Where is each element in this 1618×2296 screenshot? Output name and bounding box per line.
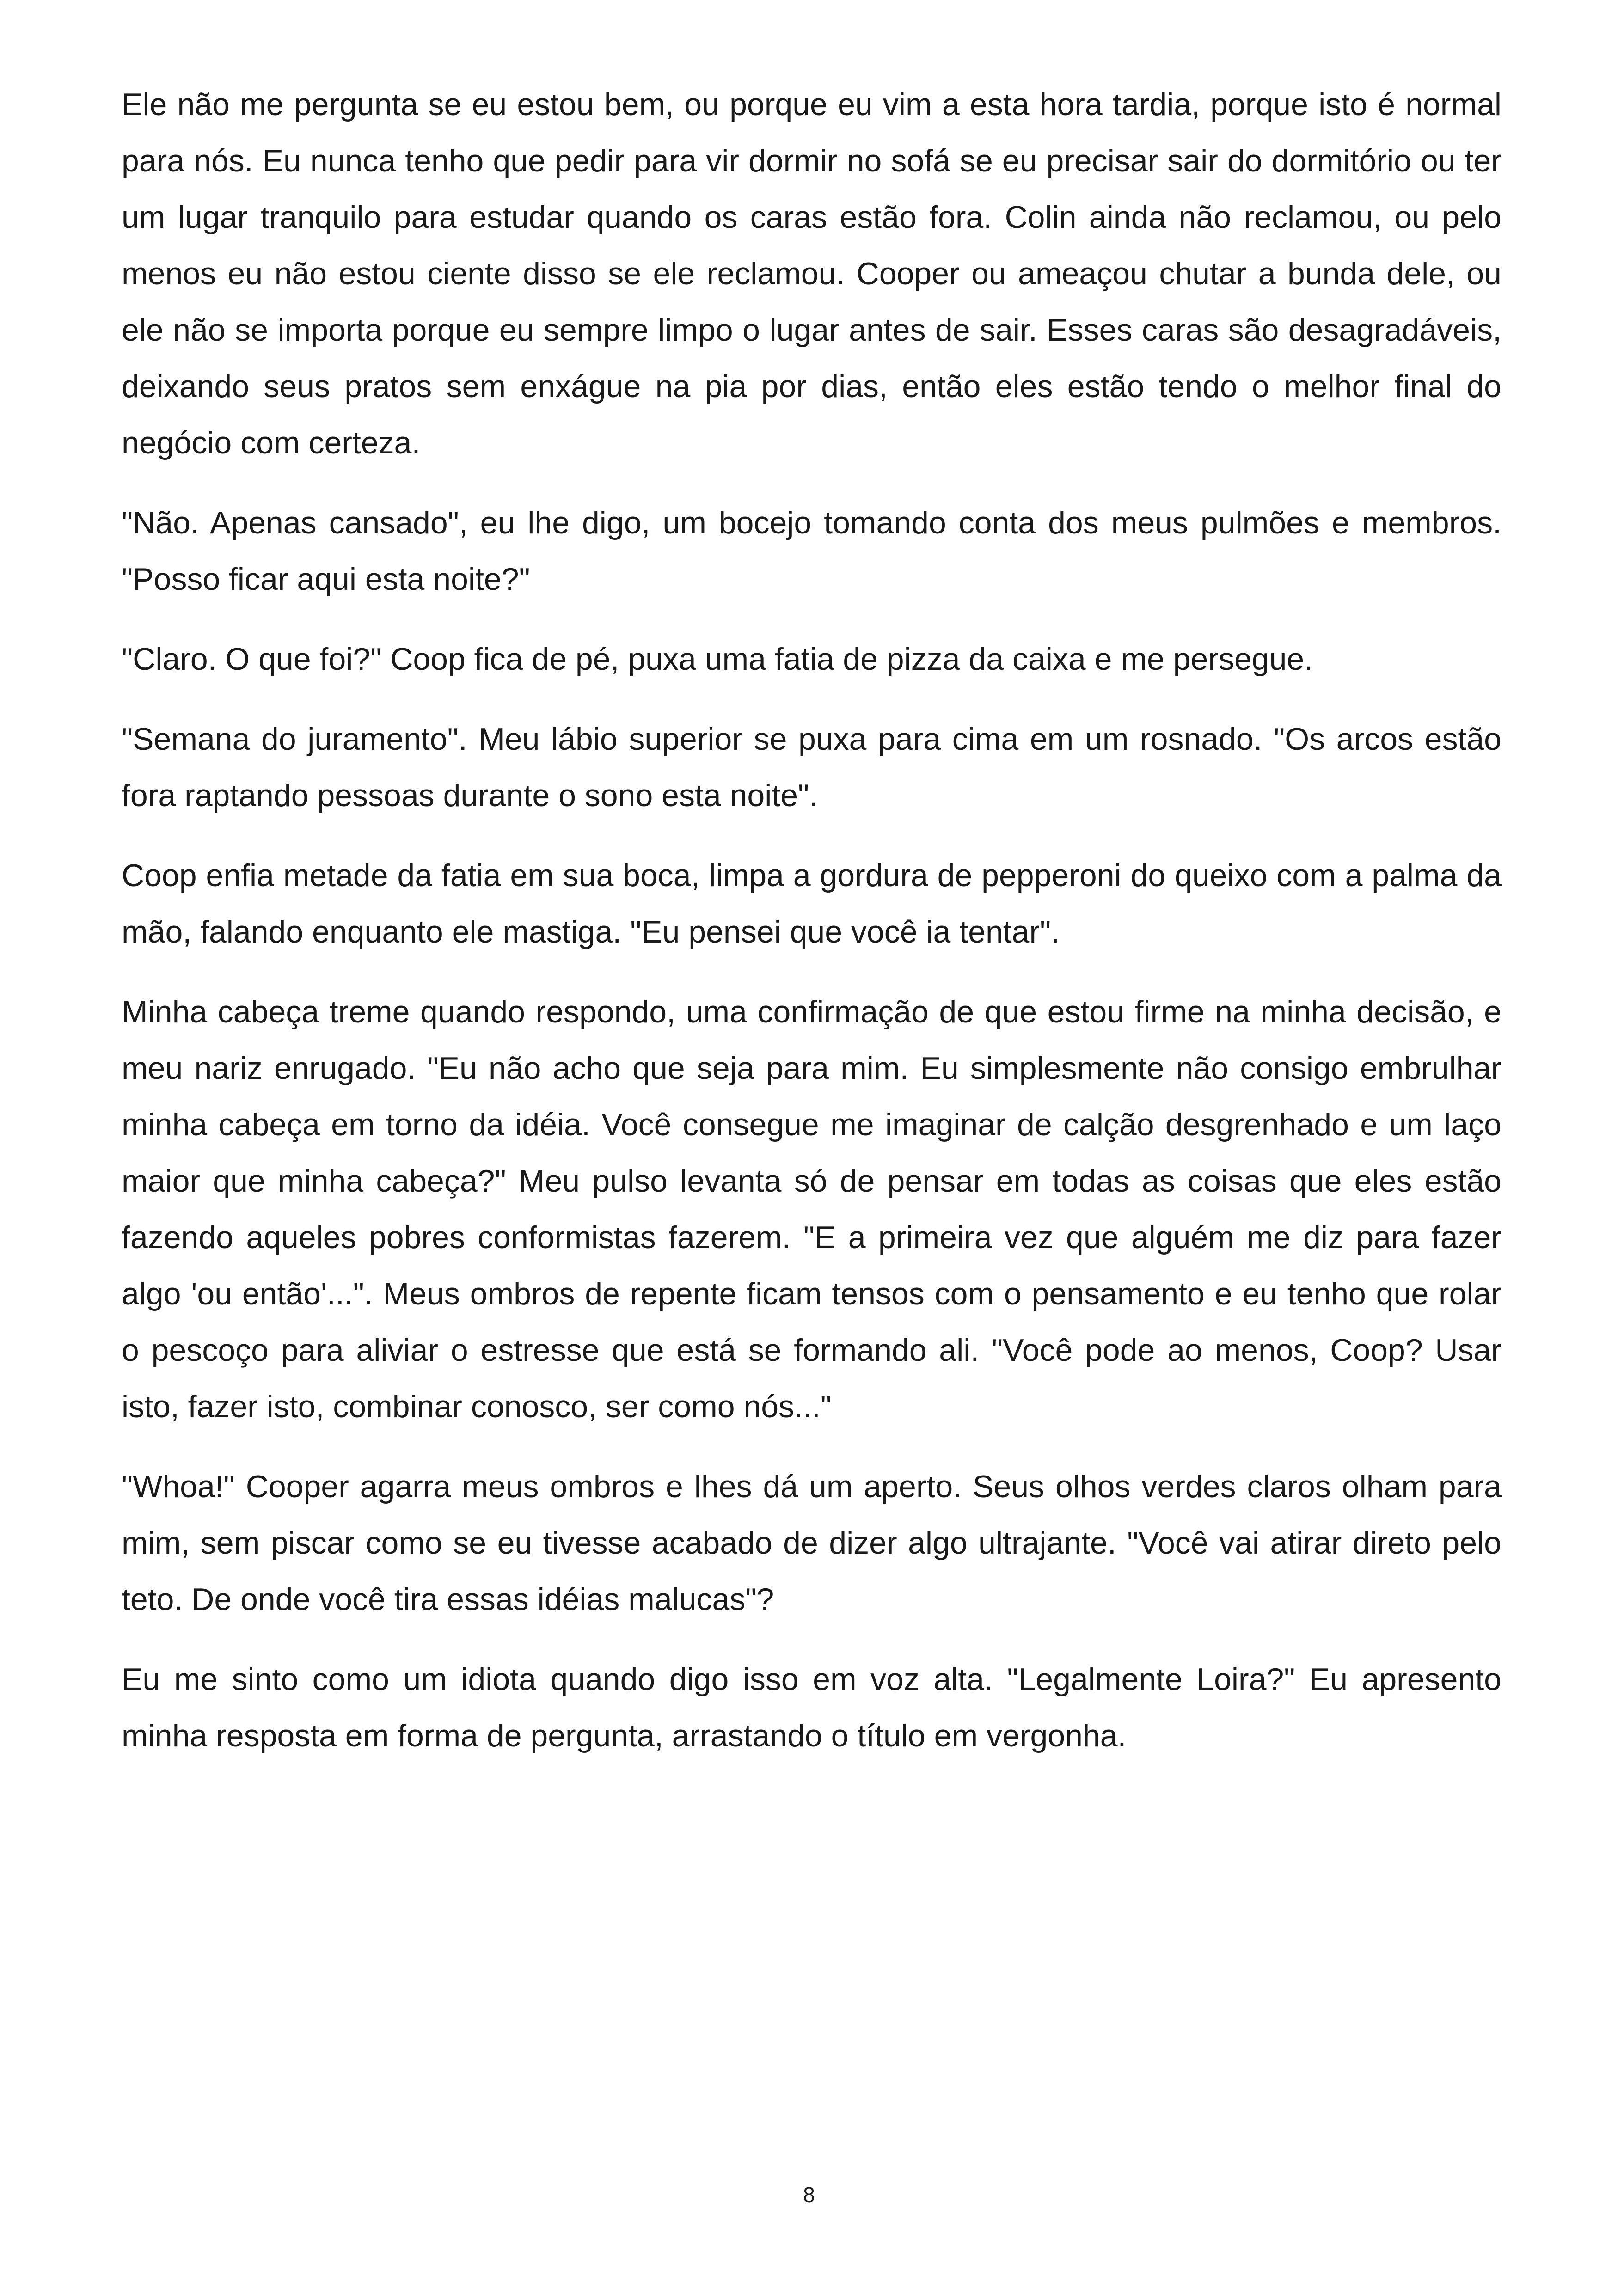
paragraph: Coop enfia metade da fatia em sua boca, limpa a gordura de pepperoni do queixo com a palma da mão, falando enquanto ele mastiga. "Eu pensei que você ia tentar". [122, 858, 1502, 949]
paragraph: Minha cabeça treme quando respondo, uma confirmação de que estou firme na minha decisão, e meu nariz enrugado. "Eu não acho que seja para mim. Eu simplesmente não consigo embrulhar minha cabeça em torno da idéia. Você consegue me imaginar de calção desgrenhado e um laço maior que minha cabeça?" Meu pulso levanta só de pensar em todas as coisas que eles estão fazendo aqueles pobres conformistas fazerem. "E a primeira vez que alguém me diz para fazer algo 'ou então'...". Meus ombros de repente ficam tensos com o pensamento e eu tenho que rolar o pescoço para aliviar o estresse que está se formando ali. "Você pode ao menos, Coop? Usar isto, fazer isto, combinar conosco, ser como nós..." [122, 994, 1502, 1424]
paragraph: Ele não me pergunta se eu estou bem, ou porque eu vim a esta hora tardia, porque isto é normal para nós. Eu nunca tenho que pedir para vir dormir no sofá se eu precisar sair do dormitório ou ter um lugar tranquilo para estudar quando os caras estão fora. Colin ainda não reclamou, ou pelo menos eu não estou ciente disso se ele reclamou. Cooper ou ameaçou chutar a bunda dele, ou ele não se importa porque eu sempre limpo o lugar antes de sair. Esses caras são desagradáveis, deixando seus pratos sem enxágue na pia por dias, então eles estão tendo o melhor final do negócio com certeza. [122, 87, 1502, 460]
paragraph: "Não. Apenas cansado", eu lhe digo, um bocejo tomando conta dos meus pulmões e membros. "Posso ficar aqui esta noite?" [122, 505, 1502, 597]
body-text [122, 76, 1502, 1788]
paragraph: Eu me sinto como um idiota quando digo isso em voz alta. "Legalmente Loira?" Eu apresento minha resposta em forma de pergunta, arrastando o título em vergonha. [122, 1662, 1502, 1753]
paragraph: "Semana do juramento". Meu lábio superior se puxa para cima em um rosnado. "Os arcos estão fora raptando pessoas durante o sono esta noite". [122, 722, 1502, 813]
paragraph: "Claro. O que foi?" Coop fica de pé, puxa uma fatia de pizza da caixa e me persegue. [122, 642, 1313, 677]
paragraph: "Whoa!" Cooper agarra meus ombros e lhes dá um aperto. Seus olhos verdes claros olham para mim, sem piscar como se eu tivesse acabado de dizer algo ultrajante. "Você vai atirar direto pelo teto. De onde você tira essas idéias malucas"? [122, 1469, 1502, 1617]
page-number: 8 [803, 2183, 815, 2207]
